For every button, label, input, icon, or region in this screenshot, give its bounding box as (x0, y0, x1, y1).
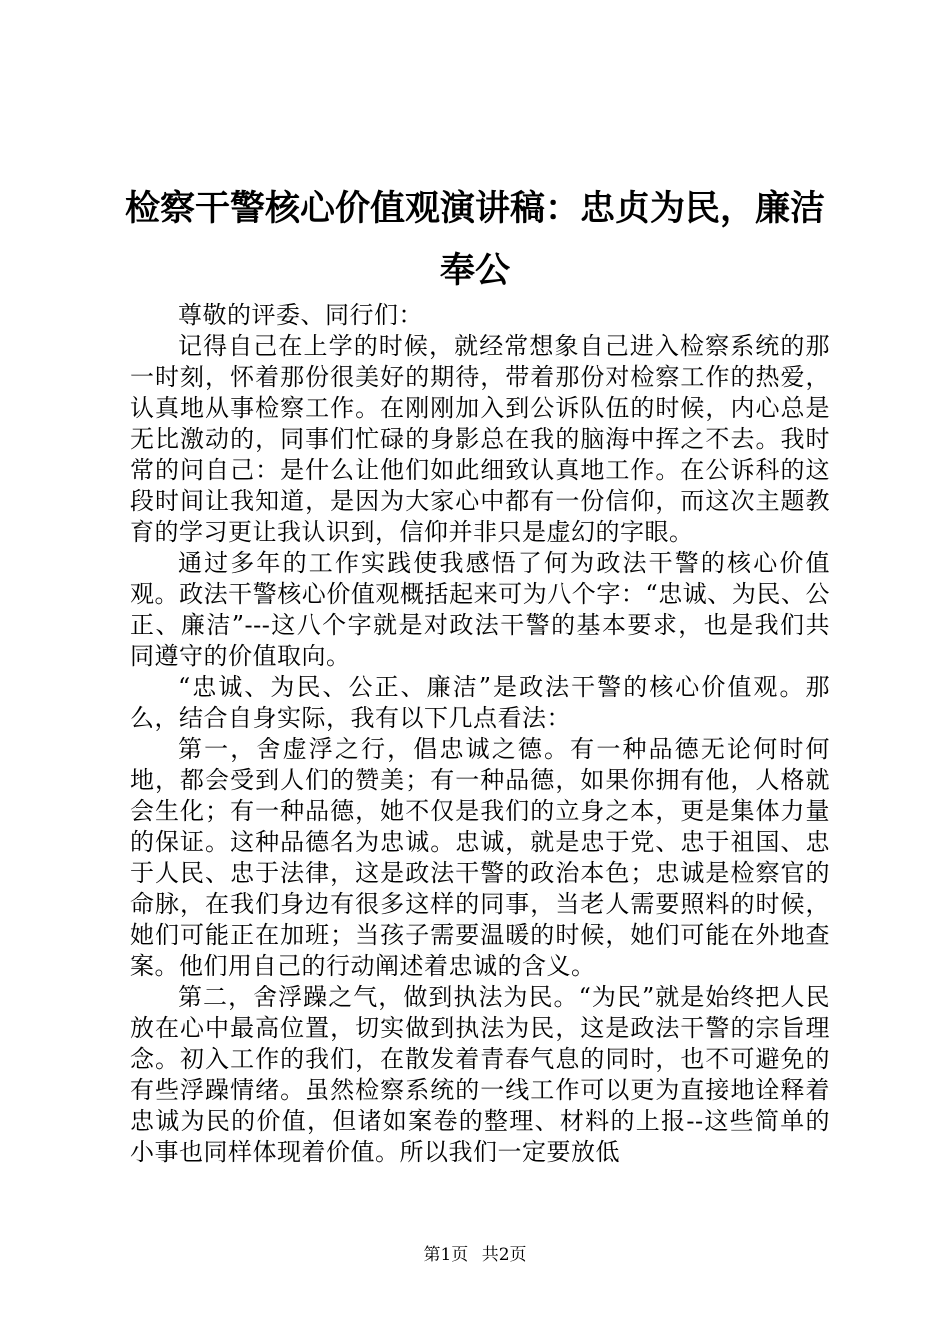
page-number-total: 共2页 (481, 1245, 527, 1265)
page-footer (0, 1244, 950, 1266)
paragraph-1: 记得自己在上学的时候，就经常想象自己进入检察系统的那一时刻，怀着那份很美好的期待，带着那份对检察工作的热爱，认真地从事检察工作。在刚刚加入到公诉队伍的时候，内心总是无比激动的，同事们忙碌的身影总在我的脑海中挥之不去。我时常的问自己：是什么让他们如此细致认真地工作。在公诉科的这段时间让我知道，是因为大家心中都有一份信仰，而这次主题教育的学习更让我认识到，信仰并非只是虚幻的字眼。 (130, 332, 830, 546)
paragraph-3: “忠诚、为民、公正、廉洁”是政法干警的核心价值观。那么，结合自身实际，我有以下几点看法： (130, 673, 830, 732)
paragraph-salutation: 尊敬的评委、同行们： (178, 301, 423, 329)
paragraph-4: 第一，舍虚浮之行，倡忠诚之德。有一种品德无论何时何地，都会受到人们的赞美；有一种品德，如果你拥有他，人格就会生化；有一种品德，她不仅是我们的立身之本，更是集体力量的保证。这种品德名为忠诚。忠诚，就是忠于党、忠于祖国、忠于人民、忠于法律，这是政法干警的政治本色；忠诚是检察官的命脉，在我们身边有很多这样的同事，当老人需要照料的时候，她们可能正在加班；当孩子需要温暖的时候，她们可能在外地查案。他们用自己的行动阐述着忠诚的含义。 (130, 735, 830, 980)
paragraph-5: 第二，舍浮躁之气，做到执法为民。“为民”就是始终把人民放在心中最高位置，切实做到执法为民，这是政法干警的宗旨理念。初入工作的我们，在散发着青春气息的同时，也不可避免的有些浮躁情绪。虽然检察系统的一线工作可以更为直接地诠释着忠诚为民的价值，但诸如案卷的整理、材料的上报--这些简单的小事也同样体现着价值。所以我们一定要放低 (130, 983, 830, 1166)
page-number-current: 第1页 (423, 1245, 469, 1265)
document-body (130, 300, 830, 1168)
paragraph-2: 通过多年的工作实践使我感悟了何为政法干警的核心价值观。政法干警核心价值观概括起来可为八个字：“忠诚、为民、公正、廉洁”---这八个字就是对政法干警的基本要求，也是我们共同遵守的价值取向。 (130, 549, 830, 670)
document-title: 检察干警核心价值观演讲稿：忠贞为民，廉洁奉公 (124, 188, 825, 291)
